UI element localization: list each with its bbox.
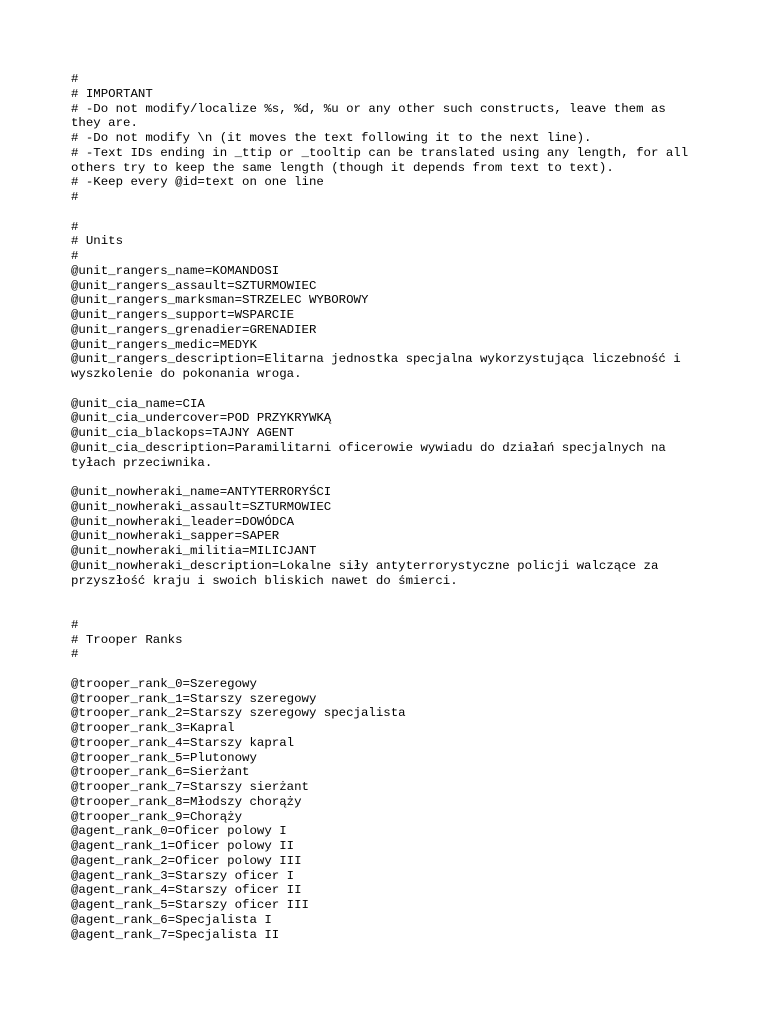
string-entry-line: @agent_rank_3=Starszy oficer I	[71, 868, 295, 883]
comment-line: # Trooper Ranks	[71, 632, 183, 647]
string-entry-line: @trooper_rank_9=Chorąży	[71, 809, 243, 824]
comment-line: #	[71, 219, 79, 234]
string-entry-line: @trooper_rank_5=Plutonowy	[71, 750, 257, 765]
string-entry-line: @agent_rank_5=Starszy oficer III	[71, 898, 309, 912]
continuation-line: others try to keep the same length (though it depends from text to text).	[71, 160, 614, 175]
string-entry-line: @unit_cia_description=Paramilitarni oficerowie wywiadu do działań specjalnych na	[71, 440, 666, 455]
string-entry-line: @unit_nowheraki_sapper=SAPER	[71, 529, 280, 544]
comment-line: # -Keep every @id=text on one line	[71, 175, 324, 190]
blank-line	[71, 603, 711, 618]
string-entry-line: @unit_nowheraki_militia=MILICJANT	[71, 544, 317, 558]
comment-line: # Units	[71, 234, 124, 249]
comment-line: # -Do not modify \n (it moves the text following it to the next line).	[71, 131, 592, 145]
continuation-line: wyszkolenie do pokonania wroga.	[71, 367, 302, 381]
continuation-line: tyłach przeciwnika.	[71, 455, 213, 470]
string-entry-line: @unit_rangers_medic=MEDYK	[71, 337, 257, 352]
continuation-line: przyszłość kraju i swoich bliskich nawet do śmierci.	[71, 573, 458, 588]
comment-line: #	[71, 617, 79, 632]
comment-line: # -Text IDs ending in _ttip or _tooltip can be translated using any length, for all	[71, 145, 689, 160]
string-entry-line: @trooper_rank_3=Kapral	[71, 721, 235, 735]
document-page	[71, 72, 711, 942]
string-entry-line: @unit_rangers_assault=SZTURMOWIEC	[71, 278, 317, 293]
string-entry-line: @trooper_rank_6=Sierżant	[71, 765, 250, 780]
string-entry-line: @unit_cia_name=CIA	[71, 396, 205, 411]
comment-line: #	[71, 249, 79, 263]
blank-line	[71, 470, 711, 485]
string-entry-line: @unit_nowheraki_name=ANTYTERRORYŚCI	[71, 485, 332, 499]
blank-line	[71, 588, 711, 603]
string-entry-line: @unit_cia_blackops=TAJNY AGENT	[71, 426, 295, 440]
comment-line: # IMPORTANT	[71, 86, 153, 101]
string-entry-line: @trooper_rank_8=Młodszy chorąży	[71, 794, 302, 809]
string-entry-line: @agent_rank_7=Specjalista II	[71, 927, 280, 942]
comment-line: # -Do not modify/localize %s, %d, %u or any other such constructs, leave them as	[71, 101, 666, 116]
string-entry-line: @unit_rangers_support=WSPARCIE	[71, 308, 295, 322]
string-entry-line: @unit_rangers_grenadier=GRENADIER	[71, 322, 317, 337]
string-entry-line: @trooper_rank_0=Szeregowy	[71, 676, 257, 691]
string-entry-line: @unit_nowheraki_assault=SZTURMOWIEC	[71, 499, 332, 514]
comment-line: #	[71, 72, 79, 86]
string-entry-line: @agent_rank_1=Oficer polowy II	[71, 839, 295, 853]
string-entry-line: @agent_rank_0=Oficer polowy I	[71, 824, 287, 839]
string-entry-line: @unit_nowheraki_description=Lokalne siły antyterrorystyczne policji walczące za	[71, 558, 659, 573]
string-entry-line: @unit_nowheraki_leader=DOWÓDCA	[71, 514, 295, 529]
string-entry-line: @trooper_rank_4=Starszy kapral	[71, 735, 295, 750]
comment-line: #	[71, 190, 79, 204]
comment-line: #	[71, 647, 79, 662]
continuation-line: they are.	[71, 116, 138, 131]
string-entry-line: @unit_rangers_name=KOMANDOSI	[71, 263, 280, 278]
blank-line	[71, 205, 711, 220]
string-entry-line: @agent_rank_4=Starszy oficer II	[71, 883, 302, 898]
string-entry-line: @trooper_rank_1=Starszy szeregowy	[71, 691, 317, 706]
string-entry-line: @agent_rank_2=Oficer polowy III	[71, 853, 302, 868]
blank-line	[71, 662, 711, 677]
string-entry-line: @trooper_rank_7=Starszy sierżant	[71, 780, 309, 794]
blank-line	[71, 382, 711, 397]
string-entry-line: @agent_rank_6=Specjalista I	[71, 912, 272, 927]
string-entry-line: @trooper_rank_2=Starszy szeregowy specjalista	[71, 706, 406, 721]
string-entry-line: @unit_rangers_marksman=STRZELEC WYBOROWY	[71, 293, 369, 308]
string-entry-line: @unit_rangers_description=Elitarna jednostka specjalna wykorzystująca liczebność i	[71, 352, 681, 367]
string-entry-line: @unit_cia_undercover=POD PRZYKRYWKĄ	[71, 411, 332, 426]
